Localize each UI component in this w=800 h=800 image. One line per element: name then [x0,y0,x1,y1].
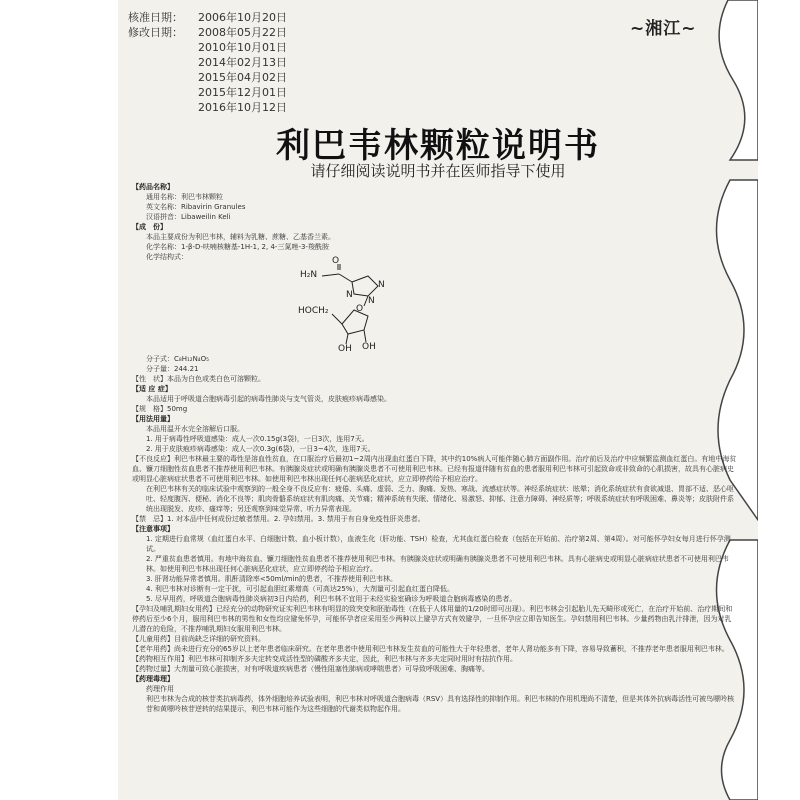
date-label [128,40,198,55]
date-row [128,100,287,115]
section-heading: 【药理毒理】 [132,675,174,683]
atom-label: H₂N [300,270,318,280]
date-value: 2015年12月01日 [198,86,287,99]
date-label [128,100,198,115]
date-value: 2014年02月13日 [198,56,287,69]
section-heading: 【适 应 症】 [132,385,172,393]
page-title: 利巴韦林颗粒说明书 [276,126,600,166]
atom-label: N [346,290,353,300]
text-line: 英文名称：Ribavirin Granules [146,203,246,211]
text-paragraph: 在利巴韦林有关的临床试验中观察到的一般全身不良反应有：疲倦、头痛、虚弱、乏力、胸痛、发热、寒战、流感症状等。神经系统症状：眩晕；消化系统症状有食欲减退、胃部不适、恶心呕吐、轻度腹泻、便秘、消化不良等；肌肉骨骼系统症状有肌肉痛、关节痛；精神系统有失眠、情绪化、易激怒、抑郁、注意力障碍、神经质等；呼吸系统症状有呼吸困难、鼻炎等；皮肤附件系统出现脱发、皮疹、瘙痒等；另还观察到味觉异常、听力异常表现。 [146,485,734,513]
section-heading: 【注意事项】 [132,525,174,533]
section-contraindications: 【禁 忌】1. 对本品中任何成份过敏者禁用。2. 孕妇禁用。3. 禁用于有自身免疫性肝炎患者。 [132,515,425,523]
date-row [128,40,287,55]
brand-logo: ~湘江~ [630,19,697,39]
text-paragraph: 2. 严重贫血患者慎用。有地中海贫血、镰刀细胞性贫血患者不推荐使用利巴韦林。有胰腺炎症状或明确有胰腺炎患者不可使用利巴韦林。具有心脏病史或明显心脏病症状患者不可使用利巴韦林。如使用利巴韦林出现任何心脏病恶化症状，应立即停药给予相应治疗。 [146,555,729,573]
text-paragraph: 1. 定期进行血常规（血红蛋白水平、白细胞计数、血小板计数），血液生化（肝功能、TSH）检查，尤其血红蛋白检查（包括在开始前、治疗第2周、第4周）。对可能怀孕妇女每月进行怀孕测试。 [146,535,731,553]
date-row [128,55,287,70]
structural-formula [292,256,452,354]
section-interaction: 【药物相互作用】利巴韦林可抑制齐多夫定转变成活性型的磷酸齐多夫定，因此，利巴韦林与齐多夫定同时用时有拮抗作用。 [132,655,517,663]
leaflet-page [118,0,758,800]
date-row [128,25,287,40]
section-children: 【儿童用药】目前尚缺乏详细的研究资料。 [132,635,265,643]
text-line: 分子式：C₈H₁₂N₄O₅ [146,355,209,363]
atom-label: N [368,296,375,306]
date-row [128,85,287,100]
text-line: 本品用温开水完全溶解后口服。 [146,425,244,433]
date-row [128,70,287,85]
section-adverse: 【不良反应】利巴韦林最主要的毒性是溶血性贫血，在口服治疗后最初1~2周内出现血红蛋白下降，其中约10%病人可能伴随心肺方面副作用。治疗前后及治疗中应频繁监测血红蛋白。有地中海贫血、镰刀细胞性贫血患者不推荐使用利巴韦林。有胰腺炎症状或明确有胰腺炎患者不可使用利巴韦林。已经有报道伴随有贫血的患者服用利巴韦林可引起致命或非致命的心肌损害，故具有心脏病史或明显心脏病症状患者不可使用利巴韦林。如使用利巴韦林出现任何心脏病恶化症状，应立即停药给予相应治疗。 [132,455,737,483]
text-line: 1. 用于病毒性呼吸道感染：成人一次0.15g(3袋)，一日3次，连用7天。 [146,435,369,443]
brand-logo-text: 湘江 [645,19,682,39]
section-elderly: 【老年用药】尚未进行充分的65岁以上老年患者临床研究。在老年患者中使用利巴韦林发生贫血的可能性大于年轻患者，老年人肾功能多有下降，容易导致蓄积，不推荐老年患者服用利巴韦林。 [132,645,729,653]
text-paragraph: 5. 尽早用药，呼吸道合胞病毒性肺炎病初3日内给药，利巴韦林不宜用于未经实验室确诊为呼吸道合胞病毒感染的患者。 [146,595,517,603]
text-line: 化学结构式： [146,253,188,261]
atom-label: N [378,280,385,290]
text-line: 本品适用于呼吸道合胞病毒引起的病毒性肺炎与支气管炎，皮肤疱疹病毒感染。 [146,395,391,403]
text-line: 化学名称：1-β-D-呋喃核糖基-1H-1, 2, 4-三氮唑-3-羧酰胺 [146,243,329,251]
atom-label: OH [338,344,352,354]
text-line: 汉语拼音：Libaweilin Keli [146,213,231,221]
atom-label: O [332,256,340,266]
date-value: 2006年10月20日 [198,11,287,24]
text-paragraph: 4. 利巴韦林对诊断有一定干扰，可引起血胆红素增高（可高达25%），大剂量可引起血红蛋白降低。 [146,585,454,593]
section-overdose: 【药物过量】大剂量可致心脏损害，对有呼吸道疾病患者（慢性阻塞性肺病或哮喘患者）可导致呼吸困难、胸痛等。 [132,665,489,673]
text-line: 分子量：244.21 [146,365,199,373]
text-line: 2. 用于皮肤疱疹病毒感染：成人一次0.3g(6袋)，一日3~4次，连用7天。 [146,445,375,453]
date-label: 修改日期： [128,26,183,39]
section-spec: 【规 格】50mg [132,405,188,413]
section-heading: 【成 份】 [132,223,167,231]
date-value: 2008年05月22日 [198,26,287,39]
date-label [128,70,198,85]
date-value: 2016年10月12日 [198,101,287,114]
atom-label: O [356,304,364,314]
subsection-heading: 药理作用 [146,685,174,693]
section-property: 【性 状】本品为白色或类白色可溶颗粒。 [132,375,265,383]
section-pregnancy: 【孕妇及哺乳期妇女用药】已经充分的动物研究证实利巴韦林有明显的致突变和胚胎毒性（在低于人体用量的1/20时即可出现）。利巴韦林会引起胎儿先天畸形或死亡，在治疗开始前、治疗期间和停药后至少6个月，服用利巴韦林的男性和女性均应避免怀孕，可能怀孕者应采用至少两种以上避孕方式有效避孕，一旦怀孕应立即告知医生。孕妇禁用利巴韦林。少量药物由乳汁排泄，因为对乳儿潜在的危险，不推荐哺乳期妇女服用利巴韦林。 [132,605,733,633]
date-row [128,10,287,25]
atom-label: HOCH₂ [298,306,329,316]
section-heading: 【药品名称】 [132,183,174,191]
date-label [128,85,198,100]
atom-label: OH [362,342,376,352]
leaflet-body [132,182,738,714]
date-value: 2015年04月02日 [198,71,287,84]
text-paragraph: 利巴韦林为合成的核苷类抗病毒药，体外细胞培养试验表明，利巴韦林对呼吸道合胞病毒（RSV）具有选择性的抑制作用。利巴韦林的作用机理尚不清楚，但是其体外抗病毒活性可被鸟嘌呤核苷和黄嘌呤核苷逆转的结果提示，利巴韦林可能作为这些细胞的代谢类似物起作用。 [146,695,735,713]
text-line: 通用名称：利巴韦林颗粒 [146,193,223,201]
date-label [128,55,198,70]
section-heading: 【用法用量】 [132,415,174,423]
text-paragraph: 3. 肝肾功能异常者慎用。肌酐清除率<50ml/min的患者，不推荐使用利巴韦林。 [146,575,397,583]
date-label: 核准日期： [128,11,183,24]
text-line: 本品主要成份为利巴韦林，辅料为乳糖、蔗糖、乙基香兰素。 [146,233,335,241]
page-subtitle: 请仔细阅读说明书并在医师指导下使用 [310,162,566,180]
date-value: 2010年10月01日 [198,41,287,54]
date-list [128,10,287,115]
